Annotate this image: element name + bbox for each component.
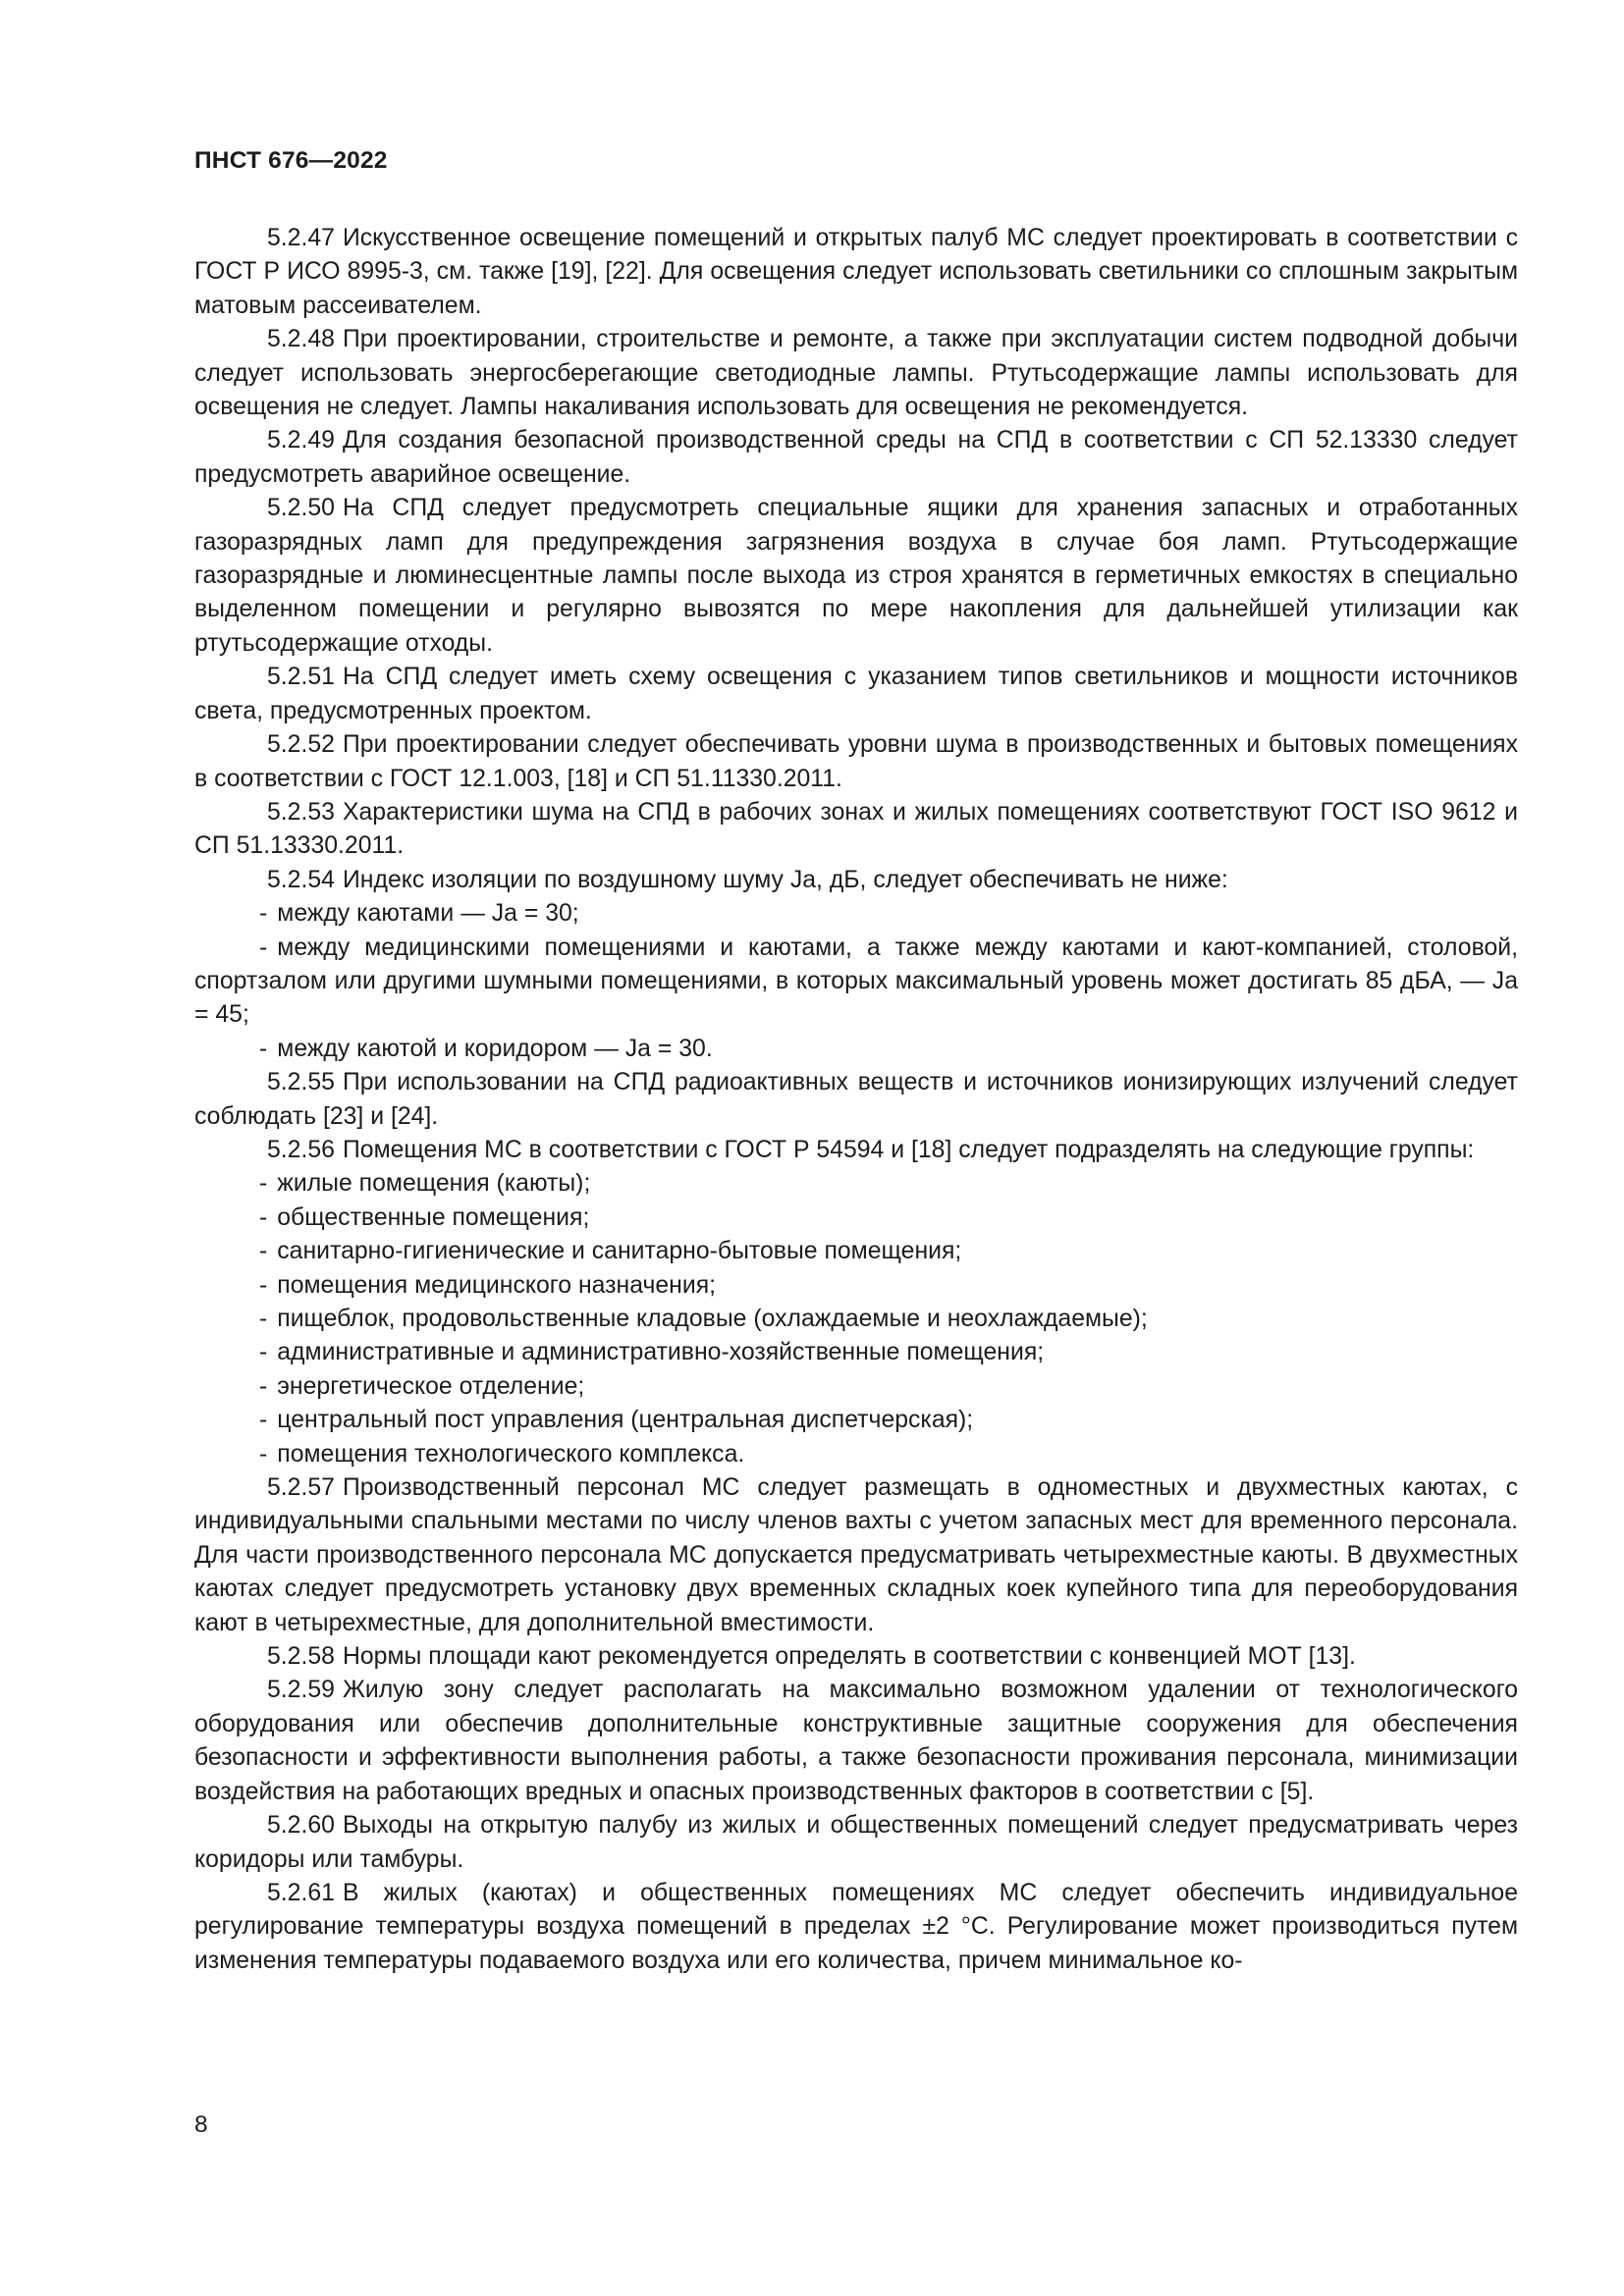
list-dash: - (259, 900, 268, 928)
list-item (194, 1404, 1518, 1437)
clause-text: Выходы на открытую палубу из жилых и общественных помещений следует предусматривать через коридоры или тамбуры. (194, 1812, 1518, 1873)
list-dash: - (259, 1035, 268, 1062)
clause-number: 5.2.49 (267, 427, 335, 454)
clause-text: Нормы площади кают рекомендуется определять в соответствии с конвенцией МОТ [13]. (342, 1643, 1356, 1671)
clause-5-2-49 (194, 424, 1518, 492)
clause-text: Жилую зону следует располагать на максимально возможном удалении от технологического оборудования или обеспечив дополнительные конструктивные защитные сооружения для обеспечения безопасности и эффективности выполнения работы, а также безопасности проживания персонала, минимизации воздействия на работающих вредных и опасных производственных факторов в соответствии с [5]. (194, 1677, 1518, 1805)
list-dash: - (259, 1440, 268, 1468)
clause-5-2-59 (194, 1674, 1518, 1809)
clause-5-2-56 (194, 1134, 1518, 1167)
clause-text: Для создания безопасной производственной среды на СПД в соответствии с СП 52.13330 следует предусмотреть аварийное освещение. (194, 427, 1518, 488)
list-item-text: общественные помещения; (277, 1203, 590, 1231)
clause-text: Индекс изоляции по воздушному шуму Ja, дБ, следует обеспечивать не ниже: (342, 866, 1228, 893)
list-item-text: между медицинскими помещениями и каютами, а также между каютами и кают-компанией, столовой, спортзалом или другими шумными помещениями, в которых максимальный уровень может достигать 85 дБА, — Ja = 45; (194, 934, 1518, 1029)
list-item (194, 932, 1518, 1033)
clause-text: При использовании на СПД радиоактивных веществ и источников ионизирующих излучений следует соблюдать [23] и [24]. (194, 1069, 1518, 1130)
clause-5-2-61 (194, 1877, 1518, 1978)
list-item (194, 1269, 1518, 1303)
clause-text: На СПД следует предусмотреть специальные ящики для хранения запасных и отработанных газоразрядных ламп для предупреждения загрязнения воздуха в случае боя ламп. Ртутьсодержащие газоразрядные и люминесцентные лампы после выхода из строя хранятся в герметичных емкостях в специально выделенном помещении и регулярно вывозятся по мере накопления для дальнейшей утилизации как ртутьсодержащие отходы. (194, 495, 1518, 657)
clause-5-2-47 (194, 222, 1518, 323)
list-item (194, 1370, 1518, 1404)
clause-text: При проектировании следует обеспечивать уровни шума в производственных и бытовых помещениях в соответствии с ГОСТ 12.1.003, [18] и СП 51.11330.2011. (194, 731, 1518, 792)
clause-text: На СПД следует иметь схему освещения с указанием типов светильников и мощности источников света, предусмотренных проектом. (194, 664, 1518, 724)
clause-number: 5.2.48 (267, 326, 335, 353)
clause-5-2-50 (194, 492, 1518, 661)
list-dash: - (259, 1372, 268, 1400)
list-item-text: пищеблок, продовольственные кладовые (охлаждаемые и неохлаждаемые); (277, 1306, 1148, 1332)
list-item (194, 1033, 1518, 1066)
document-body (194, 222, 1518, 1978)
clause-text: В жилых (каютах) и общественных помещениях МС следует обеспечить индивидуальное регулирование температуры воздуха помещений в пределах ±2 °С. Регулирование может производиться путем изменения температуры подаваемого воздуха или его количества, причем минимальное ко- (194, 1879, 1518, 1974)
list-item (194, 1336, 1518, 1369)
list-dash: - (259, 1339, 268, 1366)
list-item-text: помещения технологического комплекса. (277, 1440, 745, 1468)
list-item (194, 1438, 1518, 1471)
clause-number: 5.2.53 (267, 798, 335, 826)
list-item-text: центральный пост управления (центральная диспетчерская); (277, 1407, 974, 1434)
clause-5-2-48 (194, 323, 1518, 424)
list-dash: - (259, 1238, 268, 1265)
clause-5-2-60 (194, 1809, 1518, 1877)
list-item (194, 1303, 1518, 1336)
clause-5-2-58 (194, 1640, 1518, 1674)
list-item-text: административные и административно-хозяйственные помещения; (277, 1339, 1045, 1366)
clause-text: Производственный персонал МС следует размещать в одноместных и двухместных каютах, с индивидуальными спальными местами по числу членов вахты с учетом запасных мест для временного персонала. Для части производственного персонала МС допускается предусматривать четырехместные каюты. В двухместных каютах следует предусмотреть установку двух временных складных коек купейного типа для переоборудования кают в четырехместные, для дополнительной вместимости. (194, 1474, 1518, 1636)
list-dash: - (259, 1407, 268, 1434)
clause-number: 5.2.56 (267, 1136, 335, 1163)
list-item (194, 1235, 1518, 1268)
clause-number: 5.2.52 (267, 731, 335, 759)
list-dash: - (259, 1306, 268, 1332)
clause-5-2-54 (194, 864, 1518, 897)
list-dash: - (259, 1170, 268, 1198)
clause-number: 5.2.47 (267, 225, 335, 251)
list-dash: - (259, 1203, 268, 1231)
list-item (194, 897, 1518, 931)
clause-text: Характеристики шума на СПД в рабочих зонах и жилых помещениях соответствуют ГОСТ ISO 9612 и СП 51.13330.2011. (194, 798, 1518, 860)
clause-text: При проектировании, строительстве и ремонте, а также при эксплуатации систем подводной добычи следует использовать энергосберегающие светодиодные лампы. Ртутьсодержащие лампы использовать для освещения не следует. Лампы накаливания использовать для освещения не рекомендуется. (194, 326, 1518, 421)
clause-number: 5.2.59 (267, 1677, 335, 1704)
clause-number: 5.2.55 (267, 1069, 335, 1096)
clause-number: 5.2.54 (267, 866, 335, 893)
list-dash: - (259, 1271, 268, 1299)
list-item (194, 1167, 1518, 1201)
page-number: 8 (194, 2111, 208, 2138)
clause-number: 5.2.60 (267, 1812, 335, 1840)
list-item-text: жилые помещения (каюты); (277, 1170, 591, 1198)
clause-text: Помещения МС в соответствии с ГОСТ Р 54594 и [18] следует подразделять на следующие группы: (342, 1136, 1475, 1163)
list-item-text: между каютами — Ja = 30; (277, 900, 579, 928)
list-dash: - (259, 934, 268, 961)
clause-5-2-52 (194, 728, 1518, 796)
clause-number: 5.2.51 (267, 664, 335, 691)
clause-number: 5.2.57 (267, 1474, 335, 1502)
clause-5-2-57 (194, 1471, 1518, 1640)
list-item-text: энергетическое отделение; (277, 1372, 585, 1400)
clause-number: 5.2.50 (267, 495, 335, 522)
clause-text: Искусственное освещение помещений и открытых палуб МС следует проектировать в соответствии с ГОСТ Р ИСО 8995-3, см. также [19], [22]. Для освещения следует использовать светильники со сплошным закрытым матовым рассеивателем. (194, 225, 1518, 319)
clause-5-2-53 (194, 796, 1518, 864)
list-item-text: между каютой и коридором — Ja = 30. (277, 1035, 713, 1062)
list-item-text: помещения медицинского назначения; (277, 1271, 717, 1299)
list-item-text: санитарно-гигиенические и санитарно-бытовые помещения; (277, 1238, 962, 1265)
clause-number: 5.2.58 (267, 1643, 335, 1671)
clause-5-2-51 (194, 661, 1518, 728)
clause-number: 5.2.61 (267, 1879, 335, 1906)
clause-5-2-55 (194, 1066, 1518, 1134)
document-header: ПНСТ 676—2022 (194, 147, 388, 174)
list-item (194, 1201, 1518, 1235)
